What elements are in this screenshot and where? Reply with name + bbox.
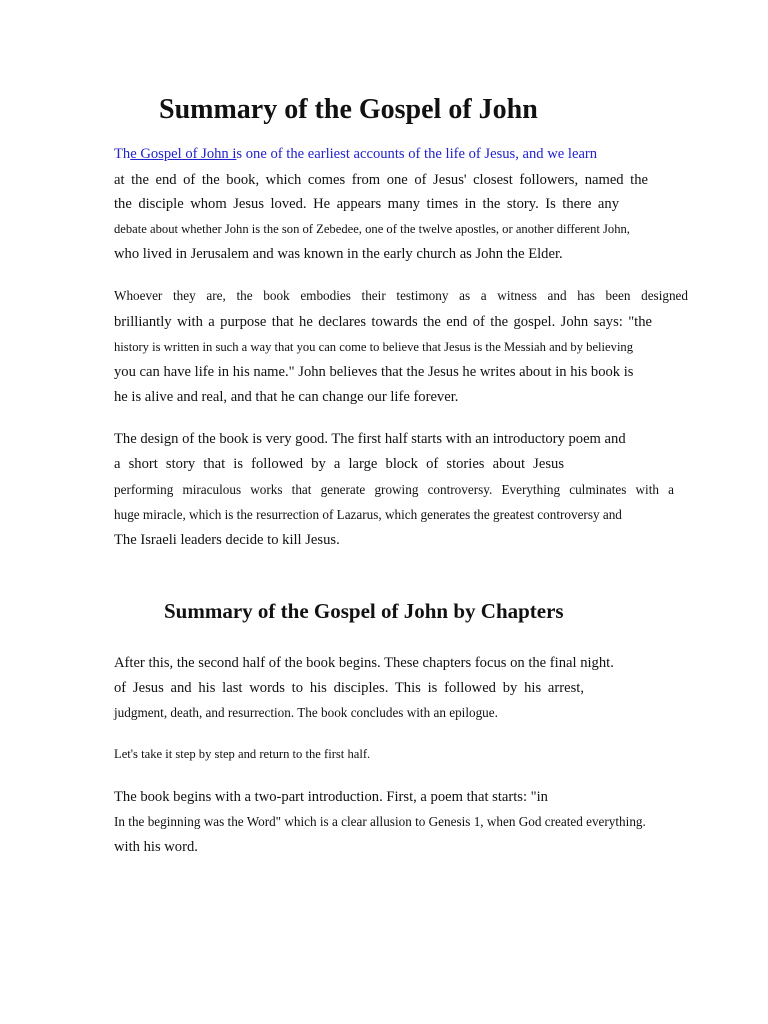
paragraph-5-line-1: Let's take it step by step and return to the first half. (114, 747, 371, 761)
paragraph-6-line-1: The book begins with a two-part introduction. First, a poem that starts: "in (114, 789, 548, 805)
intro-text-after: s one of the earliest accounts of the life of Jesus, and we learn (236, 146, 598, 162)
paragraph-3-line-2: a short story that is followed by a large block of stories about Jesus (114, 456, 564, 472)
paragraph-3-line-1: The design of the book is very good. The first half starts with an introductory poem and (114, 431, 626, 447)
intro-text-before: Th (114, 146, 131, 162)
paragraph-3-line-5: The Israeli leaders decide to kill Jesus. (114, 532, 340, 548)
paragraph-1-line-3: debate about whether John is the son of Zebedee, one of the twelve apostles, or another different John, (114, 222, 630, 236)
intro-line (114, 144, 597, 164)
gospel-of-john-link[interactable]: e Gospel of John i (130, 146, 237, 162)
paragraph-2-line-2: brilliantly with a purpose that he declares towards the end of the gospel. John says: "the (114, 314, 652, 330)
paragraph-2-line-4: you can have life in his name." John believes that the Jesus he writes about in his book is (114, 364, 634, 380)
paragraph-3-line-3: performing miraculous works that generate growing controversy. Everything culminates with a (114, 482, 674, 497)
paragraph-6-line-3: with his word. (114, 839, 198, 855)
page-title: Summary of the Gospel of John (159, 94, 538, 125)
paragraph-2-line-5: he is alive and real, and that he can change our life forever. (114, 389, 459, 405)
paragraph-1-line-2: the disciple whom Jesus loved. He appears many times in the story. Is there any (114, 196, 619, 212)
paragraph-2-line-1: Whoever they are, the book embodies their testimony as a witness and has been designed (114, 288, 688, 303)
paragraph-3-line-4: huge miracle, which is the resurrection of Lazarus, which generates the greatest controversy and (114, 507, 622, 522)
paragraph-4-line-1: After this, the second half of the book begins. These chapters focus on the final night. (114, 655, 614, 671)
paragraph-2-line-3: history is written in such a way that you can come to believe that Jesus is the Messiah and by believing (114, 340, 634, 354)
paragraph-4-line-3: judgment, death, and resurrection. The book concludes with an epilogue. (114, 705, 498, 720)
paragraph-4-line-2: of Jesus and his last words to his disciples. This is followed by his arrest, (114, 680, 584, 696)
paragraph-1-line-1: at the end of the book, which comes from one of Jesus' closest followers, named the (114, 172, 648, 188)
paragraph-6-line-2: In the beginning was the Word" which is a clear allusion to Genesis 1, when God created everything. (114, 814, 646, 829)
paragraph-1-line-4: who lived in Jerusalem and was known in the early church as John the Elder. (114, 246, 563, 262)
section-heading: Summary of the Gospel of John by Chapters (164, 599, 564, 623)
